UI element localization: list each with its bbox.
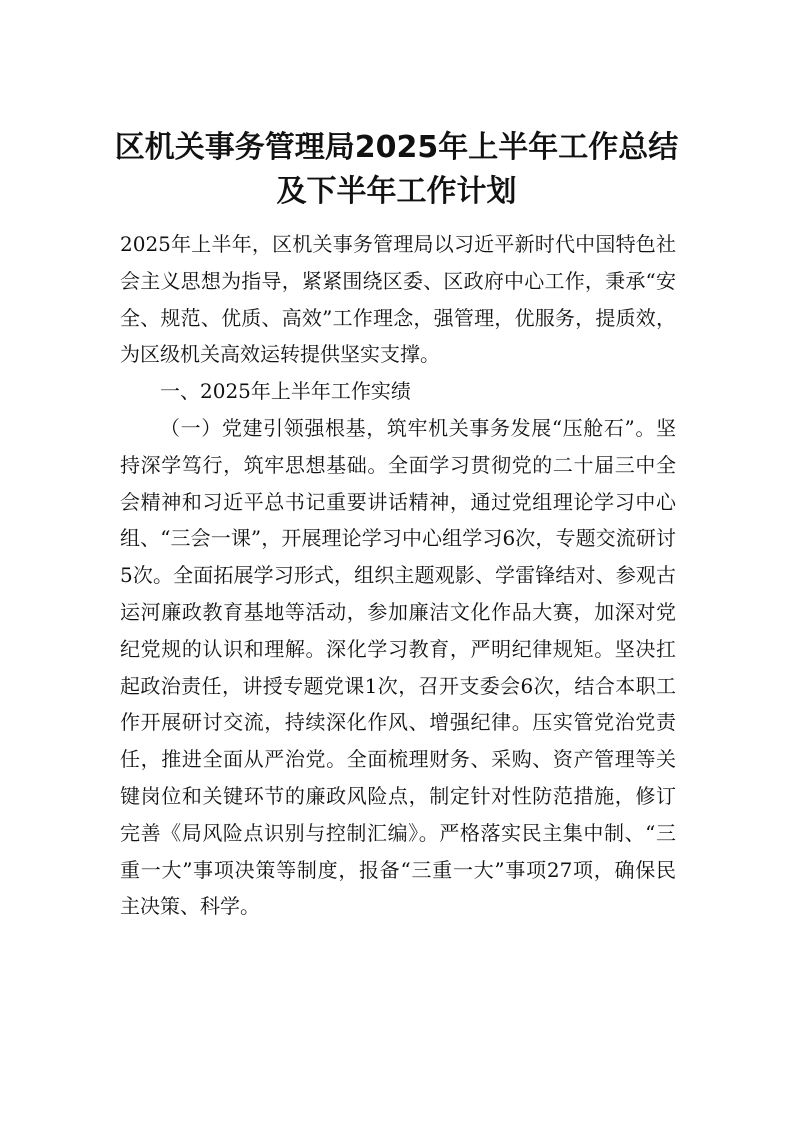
document-title-line-2: 及下半年工作计划 (276, 174, 517, 209)
section-heading: 一、2025年上半年工作实绩 (160, 379, 411, 404)
document-title-line-1: 区机关事务管理局2025年上半年工作总结 (114, 130, 679, 165)
intro-paragraph: 2025年上半年，区机关事务管理局以习近平新时代中国特色社会主义思想为指导，紧紧围绕区委、区政府中心工作，秉承“安全、规范、优质、高效”工作理念，强管理，优服务，提质效，为区级机关高效运转提供坚实支撑。 (120, 232, 676, 367)
document-body (120, 226, 676, 925)
body-paragraph: （一）党建引领强根基，筑牢机关事务发展“压舱石”。坚持深学笃行，筑牢思想基础。全面学习贯彻党的二十届三中全会精神和习近平总书记重要讲话精神，通过党组理论学习中心组、“三会一课”，开展理论学习中心组学习6次，专题交流研讨5次。全面拓展学习形式，组织主题观影、学雷锋结对、参观古运河廉政教育基地等活动，参加廉洁文化作品大赛，加深对党纪党规的认识和理解。深化学习教育，严明纪律规矩。坚决扛起政治责任，讲授专题党课1次，召开支委会6次，结合本职工作开展研讨交流，持续深化作风、增强纪律。压实管党治党责任，推进全面从严治党。全面梳理财务、采购、资产管理等关键岗位和关键环节的廉政风险点，制定针对性防范措施，修订完善《局风险点识别与控制汇编》。严格落实民主集中制、“三重一大”事项决策等制度，报备“三重一大”事项27项，确保民主决策、科学。 (120, 415, 676, 919)
